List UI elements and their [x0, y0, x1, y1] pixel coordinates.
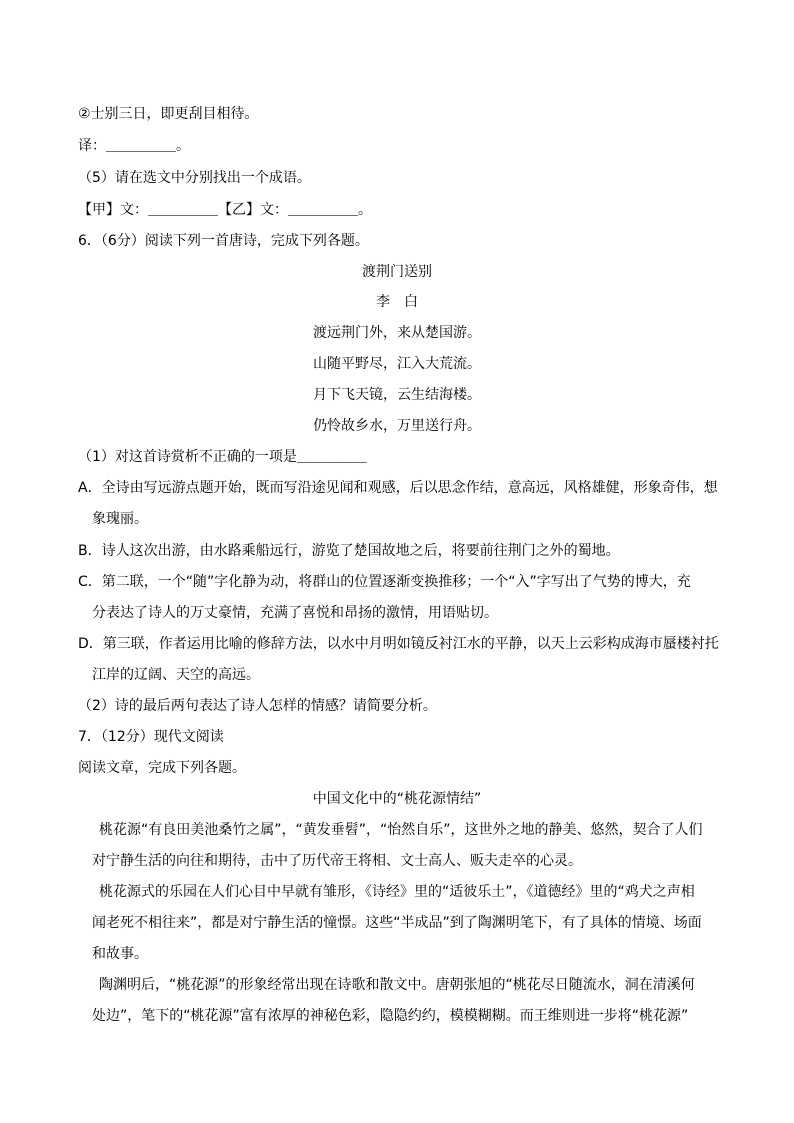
q7-instruction: 阅读文章，完成下列各题。 [78, 760, 246, 776]
article-paragraph-2: 和故事。 [92, 946, 148, 962]
poem-line: 渡远荆门外，来从楚国游。 [313, 325, 481, 341]
option-c-cont: 分表达了诗人的万丈豪情，充满了喜悦和昂扬的激情，用语贴切。 [92, 605, 498, 621]
poem-author: 李 白 [376, 294, 418, 310]
option-a: A．全诗由写远游点题开始，既而写沿途见闻和观感，后以思念作结，意高远，风格雄健，形象奇伟，想 [78, 480, 718, 496]
q5-translation-blank: 译：＿＿＿＿＿。 [78, 138, 190, 154]
option-d: D．第三联，作者运用比喻的修辞方法，以水中月明如镜反衬江水的平静，以天上云彩构成海市蜃楼衬托 [78, 636, 719, 652]
q6-header: 6．（6分）阅读下列一首唐诗，完成下列各题。 [78, 233, 369, 249]
option-b: B．诗人这次出游，由水路乘船远行，游览了楚国故地之后，将要前往荆门之外的蜀地。 [78, 543, 620, 559]
poem-line: 山随平野尽，江入大荒流。 [313, 356, 481, 372]
article-title: 中国文化中的“桃花源情结” [312, 791, 482, 807]
poem-title: 渡荆门送别 [362, 264, 432, 280]
q5-item-2: ②士别三日，即更刮目相待。 [78, 106, 259, 122]
article-paragraph-2: 桃花源式的乐园在人们心目中早就有雏形，《诗经》里的“适彼乐土”，《道德经》里的“鸡犬之声相 [99, 884, 695, 900]
q6-part-2: （2）诗的最后两句表达了诗人怎样的情感？请简要分析。 [78, 698, 437, 714]
q5-part-5: （5）请在选文中分别找出一个成语。 [78, 170, 311, 186]
option-a-cont: 象瑰丽。 [92, 511, 148, 527]
option-c: C．第二联，一个“随”字化静为动，将群山的位置逐渐变换推移；一个“入”字写出了气势的博大，充 [78, 574, 691, 590]
poem-line: 仍怜故乡水，万里送行舟。 [313, 418, 481, 434]
article-paragraph-3: 处边”，笔下的“桃花源”富有浓厚的神秘色彩，隐隐约约，模模糊糊。而王维则进一步将“桃花源” [92, 1008, 689, 1024]
article-paragraph-2: 闻老死不相往来”，都是对宁静生活的憧憬。这些“半成品”到了陶渊明笔下，有了具体的情境、场面 [92, 915, 702, 931]
option-d-cont: 江岸的辽阔、天空的高远。 [92, 667, 260, 683]
q5-part-5-answer: 【甲】文：＿＿＿＿＿【乙】文：＿＿＿＿＿。 [78, 202, 372, 218]
poem-line: 月下飞天镜，云生结海楼。 [313, 387, 481, 403]
article-paragraph-1: 桃花源“有良田美池桑竹之属”，“黄发垂髫”，“怡然自乐”，这世外之地的静美、悠然，契合了人们 [99, 822, 703, 838]
q6-part-1: （1）对这首诗赏析不正确的一项是＿＿＿＿＿ [78, 449, 367, 465]
q7-header: 7．（12分）现代文阅读 [78, 729, 224, 745]
article-paragraph-3: 陶渊明后，“桃花源”的形象经常出现在诗歌和散文中。唐朝张旭的“桃花尽日随流水，洞在清溪何 [99, 977, 695, 993]
article-paragraph-1: 对宁静生活的向往和期待，击中了历代帝王将相、文士高人、贩夫走卒的心灵。 [92, 853, 582, 869]
